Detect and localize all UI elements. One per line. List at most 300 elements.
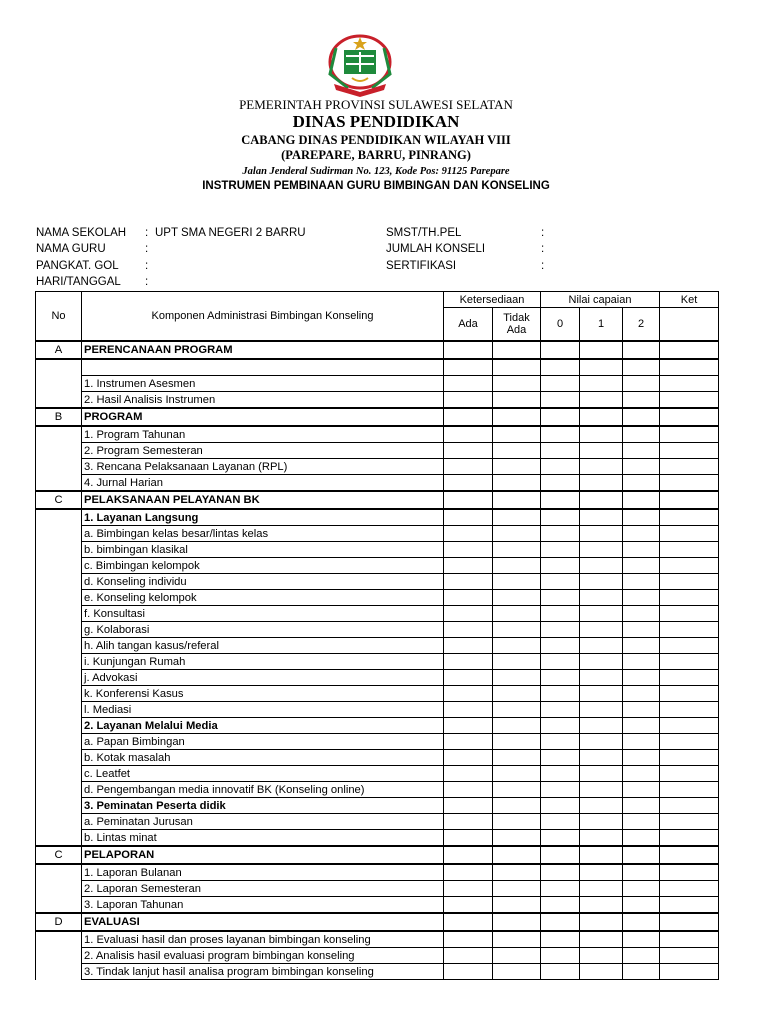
score-1-cell[interactable]	[580, 574, 623, 590]
item-label: j. Advokasi	[82, 670, 444, 686]
score-0-cell[interactable]	[541, 750, 580, 766]
score-2-cell[interactable]	[623, 408, 660, 426]
ada-cell[interactable]	[444, 359, 493, 376]
col-komponen-header: Komponen Administrasi Bimbingan Konseling	[82, 292, 444, 342]
item-label: 1. Program Tahunan	[82, 426, 444, 443]
score-0-cell[interactable]	[541, 509, 580, 526]
score-2-cell[interactable]	[623, 359, 660, 376]
item-no-cell	[36, 734, 82, 750]
score-1-cell[interactable]	[580, 590, 623, 606]
ket-cell[interactable]	[660, 830, 719, 847]
score-0-cell[interactable]	[541, 359, 580, 376]
score-2-cell[interactable]	[623, 392, 660, 409]
score-2-cell[interactable]	[623, 846, 660, 864]
score-1-cell[interactable]	[580, 830, 623, 847]
ada-cell[interactable]	[444, 734, 493, 750]
ket-cell[interactable]	[660, 931, 719, 948]
score-0-cell[interactable]	[541, 913, 580, 931]
item-row	[36, 897, 719, 914]
score-2-cell[interactable]	[623, 526, 660, 542]
score-2-cell[interactable]	[623, 686, 660, 702]
score-1-cell[interactable]	[580, 931, 623, 948]
ket-cell[interactable]	[660, 846, 719, 864]
score-1-cell[interactable]	[580, 964, 623, 980]
score-1-cell[interactable]	[580, 864, 623, 881]
score-0-cell[interactable]	[541, 846, 580, 864]
item-label: 4. Jurnal Harian	[82, 475, 444, 492]
ada-cell[interactable]	[444, 846, 493, 864]
ada-cell[interactable]	[444, 782, 493, 798]
score-1-cell[interactable]	[580, 750, 623, 766]
score-0-cell[interactable]	[541, 964, 580, 980]
tidak-ada-cell[interactable]	[493, 670, 541, 686]
ket-cell[interactable]	[660, 542, 719, 558]
tidak-ada-cell[interactable]	[493, 798, 541, 814]
ket-cell[interactable]	[660, 948, 719, 964]
item-row	[36, 459, 719, 475]
score-1-cell[interactable]	[580, 718, 623, 734]
score-1-cell[interactable]	[580, 670, 623, 686]
ket-cell[interactable]	[660, 526, 719, 542]
score-0-cell[interactable]	[541, 475, 580, 492]
score-1-cell[interactable]	[580, 408, 623, 426]
info-sep: :	[145, 260, 149, 272]
item-label: b. bimbingan klasikal	[82, 542, 444, 558]
score-2-cell[interactable]	[623, 491, 660, 509]
ket-cell[interactable]	[660, 734, 719, 750]
score-0-cell[interactable]	[541, 718, 580, 734]
ket-cell[interactable]	[660, 766, 719, 782]
score-1-cell[interactable]	[580, 558, 623, 574]
ket-cell[interactable]	[660, 558, 719, 574]
tidak-ada-cell[interactable]	[493, 830, 541, 847]
item-label: f. Konsultasi	[82, 606, 444, 622]
ada-cell[interactable]	[444, 408, 493, 426]
tidak-ada-cell[interactable]	[493, 931, 541, 948]
col-score-2-header: 2	[623, 308, 660, 341]
ket-cell[interactable]	[660, 864, 719, 881]
tidak-ada-cell[interactable]	[493, 846, 541, 864]
tidak-ada-cell[interactable]	[493, 654, 541, 670]
score-0-cell[interactable]	[541, 542, 580, 558]
ket-cell[interactable]	[660, 798, 719, 814]
ada-cell[interactable]	[444, 931, 493, 948]
score-2-cell[interactable]	[623, 798, 660, 814]
ada-cell[interactable]	[444, 798, 493, 814]
ket-cell[interactable]	[660, 622, 719, 638]
ket-cell[interactable]	[660, 897, 719, 914]
score-2-cell[interactable]	[623, 509, 660, 526]
score-0-cell[interactable]	[541, 881, 580, 897]
ada-cell[interactable]	[444, 948, 493, 964]
tidak-ada-cell[interactable]	[493, 392, 541, 409]
ket-cell[interactable]	[660, 574, 719, 590]
score-2-cell[interactable]	[623, 718, 660, 734]
score-1-cell[interactable]	[580, 948, 623, 964]
score-0-cell[interactable]	[541, 526, 580, 542]
ket-cell[interactable]	[660, 718, 719, 734]
ket-cell[interactable]	[660, 341, 719, 359]
item-no-cell	[36, 931, 82, 948]
score-1-cell[interactable]	[580, 443, 623, 459]
score-2-cell[interactable]	[623, 702, 660, 718]
ada-cell[interactable]	[444, 686, 493, 702]
ada-cell[interactable]	[444, 542, 493, 558]
ada-cell[interactable]	[444, 702, 493, 718]
item-label: 1. Laporan Bulanan	[82, 864, 444, 881]
score-1-cell[interactable]	[580, 622, 623, 638]
ket-cell[interactable]	[660, 654, 719, 670]
item-label: 1. Evaluasi hasil dan proses layanan bimbingan konseling	[82, 931, 444, 948]
item-label: l. Mediasi	[82, 702, 444, 718]
score-0-cell[interactable]	[541, 686, 580, 702]
tidak-ada-cell[interactable]	[493, 686, 541, 702]
ada-cell[interactable]	[444, 881, 493, 897]
score-1-cell[interactable]	[580, 509, 623, 526]
score-0-cell[interactable]	[541, 931, 580, 948]
score-1-cell[interactable]	[580, 686, 623, 702]
ket-cell[interactable]	[660, 459, 719, 475]
branch-title: CABANG DINAS PENDIDIKAN WILAYAH VIII	[241, 133, 511, 147]
score-1-cell[interactable]	[580, 766, 623, 782]
info-sep: :	[145, 276, 149, 288]
score-0-cell[interactable]	[541, 392, 580, 409]
tidak-ada-cell[interactable]	[493, 443, 541, 459]
item-no-cell	[36, 526, 82, 542]
section-title: PROGRAM	[82, 408, 444, 426]
tidak-ada-cell[interactable]	[493, 590, 541, 606]
ket-cell[interactable]	[660, 881, 719, 897]
score-0-cell[interactable]	[541, 558, 580, 574]
tidak-ada-cell[interactable]	[493, 574, 541, 590]
score-1-cell[interactable]	[580, 606, 623, 622]
ada-cell[interactable]	[444, 718, 493, 734]
col-score-0-header: 0	[541, 308, 580, 341]
ada-cell[interactable]	[444, 491, 493, 509]
tidak-ada-cell[interactable]	[493, 526, 541, 542]
ket-cell[interactable]	[660, 782, 719, 798]
tidak-ada-cell[interactable]	[493, 341, 541, 359]
tidak-ada-cell[interactable]	[493, 881, 541, 897]
score-2-cell[interactable]	[623, 590, 660, 606]
score-0-cell[interactable]	[541, 798, 580, 814]
score-0-cell[interactable]	[541, 670, 580, 686]
score-1-cell[interactable]	[580, 638, 623, 654]
score-0-cell[interactable]	[541, 782, 580, 798]
tidak-ada-cell[interactable]	[493, 948, 541, 964]
score-2-cell[interactable]	[623, 341, 660, 359]
ket-cell[interactable]	[660, 964, 719, 980]
score-0-cell[interactable]	[541, 590, 580, 606]
info-sep: :	[145, 227, 149, 239]
score-1-cell[interactable]	[580, 897, 623, 914]
ket-cell[interactable]	[660, 686, 719, 702]
tidak-ada-cell[interactable]	[493, 509, 541, 526]
score-0-cell[interactable]	[541, 864, 580, 881]
ket-cell[interactable]	[660, 702, 719, 718]
item-row	[36, 881, 719, 897]
tidak-ada-cell[interactable]	[493, 376, 541, 392]
item-label: 3. Laporan Tahunan	[82, 897, 444, 914]
score-0-cell[interactable]	[541, 341, 580, 359]
item-row	[36, 702, 719, 718]
score-1-cell[interactable]	[580, 782, 623, 798]
ada-cell[interactable]	[444, 897, 493, 914]
score-2-cell[interactable]	[623, 376, 660, 392]
score-1-cell[interactable]	[580, 881, 623, 897]
item-no-cell	[36, 686, 82, 702]
tidak-ada-cell[interactable]	[493, 622, 541, 638]
ket-cell[interactable]	[660, 443, 719, 459]
score-2-cell[interactable]	[623, 948, 660, 964]
score-1-cell[interactable]	[580, 913, 623, 931]
item-no-cell	[36, 766, 82, 782]
item-row	[36, 964, 719, 980]
ada-cell[interactable]	[444, 526, 493, 542]
tidak-ada-cell[interactable]	[493, 426, 541, 443]
tidak-ada-cell[interactable]	[493, 718, 541, 734]
tidak-ada-cell[interactable]	[493, 408, 541, 426]
score-1-cell[interactable]	[580, 526, 623, 542]
score-1-cell[interactable]	[580, 426, 623, 443]
tidak-ada-cell[interactable]	[493, 702, 541, 718]
ket-cell[interactable]	[660, 750, 719, 766]
item-label: a. Bimbingan kelas besar/lintas kelas	[82, 526, 444, 542]
score-0-cell[interactable]	[541, 638, 580, 654]
ada-cell[interactable]	[444, 814, 493, 830]
item-no-cell	[36, 782, 82, 798]
score-2-cell[interactable]	[623, 426, 660, 443]
tidak-ada-cell[interactable]	[493, 359, 541, 376]
section-title: PELAKSANAAN PELAYANAN BK	[82, 491, 444, 509]
ada-cell[interactable]	[444, 864, 493, 881]
ada-cell[interactable]	[444, 558, 493, 574]
score-2-cell[interactable]	[623, 913, 660, 931]
tidak-ada-cell[interactable]	[493, 964, 541, 980]
ada-cell[interactable]	[444, 574, 493, 590]
item-row	[36, 686, 719, 702]
ket-cell[interactable]	[660, 509, 719, 526]
section-no: C	[36, 846, 82, 864]
tidak-ada-cell[interactable]	[493, 459, 541, 475]
item-label: d. Pengembangan media innovatif BK (Konseling online)	[82, 782, 444, 798]
score-0-cell[interactable]	[541, 654, 580, 670]
score-1-cell[interactable]	[580, 798, 623, 814]
item-label: 1. Layanan Langsung	[82, 509, 444, 526]
score-0-cell[interactable]	[541, 376, 580, 392]
score-1-cell[interactable]	[580, 475, 623, 492]
score-2-cell[interactable]	[623, 864, 660, 881]
ada-cell[interactable]	[444, 964, 493, 980]
item-label: e. Konseling kelompok	[82, 590, 444, 606]
score-2-cell[interactable]	[623, 734, 660, 750]
score-0-cell[interactable]	[541, 606, 580, 622]
score-0-cell[interactable]	[541, 574, 580, 590]
score-0-cell[interactable]	[541, 622, 580, 638]
ket-cell[interactable]	[660, 376, 719, 392]
col-nilai-header: Nilai capaian	[541, 292, 660, 308]
ada-cell[interactable]	[444, 392, 493, 409]
score-0-cell[interactable]	[541, 408, 580, 426]
score-2-cell[interactable]	[623, 542, 660, 558]
score-2-cell[interactable]	[623, 558, 660, 574]
score-0-cell[interactable]	[541, 897, 580, 914]
item-no-cell	[36, 881, 82, 897]
item-label: 2. Hasil Analisis Instrumen	[82, 392, 444, 409]
item-no-cell	[36, 638, 82, 654]
ada-cell[interactable]	[444, 750, 493, 766]
score-0-cell[interactable]	[541, 766, 580, 782]
ada-cell[interactable]	[444, 830, 493, 847]
score-2-cell[interactable]	[623, 814, 660, 830]
score-1-cell[interactable]	[580, 702, 623, 718]
score-2-cell[interactable]	[623, 830, 660, 847]
item-row	[36, 376, 719, 392]
section-no: A	[36, 341, 82, 359]
ada-cell[interactable]	[444, 606, 493, 622]
score-2-cell[interactable]	[623, 670, 660, 686]
ket-cell[interactable]	[660, 392, 719, 409]
ada-cell[interactable]	[444, 766, 493, 782]
score-2-cell[interactable]	[623, 574, 660, 590]
item-row	[36, 509, 719, 526]
score-2-cell[interactable]	[623, 897, 660, 914]
info-label: HARI/TANGGAL	[36, 276, 121, 288]
info-label: NAMA SEKOLAH	[36, 227, 127, 239]
score-2-cell[interactable]	[623, 638, 660, 654]
item-label: 2. Analisis hasil evaluasi program bimbingan konseling	[82, 948, 444, 964]
score-1-cell[interactable]	[580, 392, 623, 409]
score-2-cell[interactable]	[623, 475, 660, 492]
ada-cell[interactable]	[444, 654, 493, 670]
score-0-cell[interactable]	[541, 948, 580, 964]
ada-cell[interactable]	[444, 913, 493, 931]
item-row	[36, 574, 719, 590]
score-2-cell[interactable]	[623, 931, 660, 948]
ada-cell[interactable]	[444, 443, 493, 459]
score-2-cell[interactable]	[623, 622, 660, 638]
col-ketersediaan-header: Ketersediaan	[444, 292, 541, 308]
score-0-cell[interactable]	[541, 702, 580, 718]
tidak-ada-cell[interactable]	[493, 913, 541, 931]
ada-cell[interactable]	[444, 426, 493, 443]
ket-cell[interactable]	[660, 426, 719, 443]
ket-cell[interactable]	[660, 359, 719, 376]
score-0-cell[interactable]	[541, 830, 580, 847]
item-no-cell	[36, 654, 82, 670]
ket-cell[interactable]	[660, 670, 719, 686]
ket-cell[interactable]	[660, 491, 719, 509]
score-2-cell[interactable]	[623, 964, 660, 980]
score-2-cell[interactable]	[623, 750, 660, 766]
tidak-ada-cell[interactable]	[493, 638, 541, 654]
ket-cell[interactable]	[660, 638, 719, 654]
item-row	[36, 590, 719, 606]
score-1-cell[interactable]	[580, 542, 623, 558]
tidak-ada-cell[interactable]	[493, 558, 541, 574]
tidak-ada-cell[interactable]	[493, 766, 541, 782]
section-title: PELAPORAN	[82, 846, 444, 864]
score-2-cell[interactable]	[623, 654, 660, 670]
score-0-cell[interactable]	[541, 459, 580, 475]
info-sep: :	[145, 243, 149, 255]
score-1-cell[interactable]	[580, 359, 623, 376]
ada-cell[interactable]	[444, 459, 493, 475]
score-1-cell[interactable]	[580, 734, 623, 750]
score-0-cell[interactable]	[541, 814, 580, 830]
ket-cell[interactable]	[660, 408, 719, 426]
tidak-ada-cell[interactable]	[493, 606, 541, 622]
tidak-ada-cell[interactable]	[493, 814, 541, 830]
item-no-cell	[36, 459, 82, 475]
ada-cell[interactable]	[444, 590, 493, 606]
score-0-cell[interactable]	[541, 443, 580, 459]
score-1-cell[interactable]	[580, 654, 623, 670]
tidak-ada-cell[interactable]	[493, 782, 541, 798]
item-no-cell	[36, 426, 82, 443]
item-row	[36, 526, 719, 542]
col-ada-header: Ada	[444, 308, 493, 341]
tidak-ada-cell[interactable]	[493, 475, 541, 492]
score-0-cell[interactable]	[541, 491, 580, 509]
ada-cell[interactable]	[444, 475, 493, 492]
col-tidak-ada-header	[493, 308, 541, 341]
score-1-cell[interactable]	[580, 341, 623, 359]
ket-cell[interactable]	[660, 606, 719, 622]
score-1-cell[interactable]	[580, 491, 623, 509]
tidak-ada-cell[interactable]	[493, 864, 541, 881]
ada-cell[interactable]	[444, 509, 493, 526]
score-1-cell[interactable]	[580, 814, 623, 830]
tidak-ada-cell[interactable]	[493, 542, 541, 558]
score-2-cell[interactable]	[623, 766, 660, 782]
item-no-cell	[36, 475, 82, 492]
score-2-cell[interactable]	[623, 443, 660, 459]
item-no-cell	[36, 590, 82, 606]
ket-cell[interactable]	[660, 814, 719, 830]
score-2-cell[interactable]	[623, 881, 660, 897]
score-1-cell[interactable]	[580, 846, 623, 864]
ket-cell	[660, 308, 719, 341]
ada-cell[interactable]	[444, 638, 493, 654]
ada-cell[interactable]	[444, 670, 493, 686]
tidak-ada-cell[interactable]	[493, 750, 541, 766]
ada-cell[interactable]	[444, 341, 493, 359]
score-2-cell[interactable]	[623, 782, 660, 798]
score-1-cell[interactable]	[580, 459, 623, 475]
tidak-ada-cell[interactable]	[493, 491, 541, 509]
item-row	[36, 426, 719, 443]
ada-cell[interactable]	[444, 622, 493, 638]
score-0-cell[interactable]	[541, 426, 580, 443]
ket-cell[interactable]	[660, 475, 719, 492]
score-0-cell[interactable]	[541, 734, 580, 750]
ket-cell[interactable]	[660, 590, 719, 606]
score-2-cell[interactable]	[623, 459, 660, 475]
score-2-cell[interactable]	[623, 606, 660, 622]
info-label: SMST/TH.PEL	[386, 227, 462, 239]
tidak-ada-cell[interactable]	[493, 734, 541, 750]
score-1-cell[interactable]	[580, 376, 623, 392]
ket-cell[interactable]	[660, 913, 719, 931]
item-label: a. Papan Bimbingan	[82, 734, 444, 750]
tidak-ada-cell[interactable]	[493, 897, 541, 914]
info-label: SERTIFIKASI	[386, 260, 457, 272]
ada-cell[interactable]	[444, 376, 493, 392]
section-row	[36, 408, 719, 426]
region-list: (PAREPARE, BARRU, PINRANG)	[281, 148, 471, 162]
item-no-cell	[36, 359, 82, 376]
